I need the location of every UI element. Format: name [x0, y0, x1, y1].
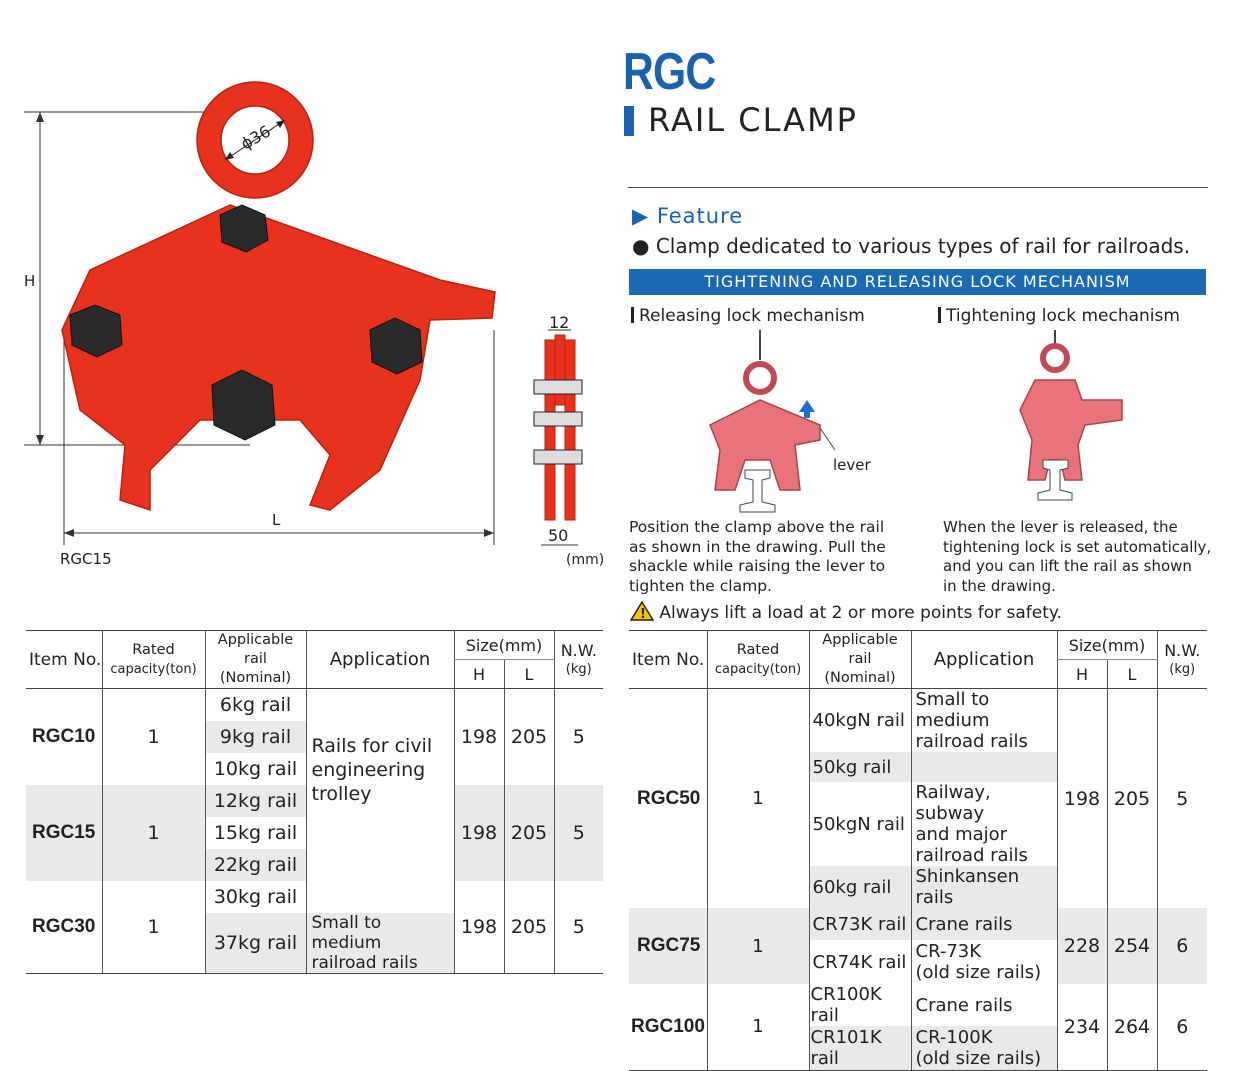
size-l: 254: [1107, 908, 1157, 984]
svg-text:!: !: [640, 607, 646, 621]
title-accent-bar: [624, 106, 634, 136]
rail: 37kg rail: [205, 913, 306, 974]
dim-l-label: L: [272, 511, 281, 529]
col-nw: N.W. (kg): [1157, 631, 1207, 689]
table-row: [26, 881, 603, 913]
application: Crane rails: [911, 984, 1057, 1026]
net-weight: 5: [554, 785, 603, 881]
side-bottom-dim: 50: [548, 526, 569, 545]
rail: 60kg rail: [809, 866, 911, 908]
item-no: RGC100: [629, 984, 707, 1070]
item-no: RGC10: [32, 725, 96, 747]
releasing-title: Releasing lock mechanism: [631, 306, 865, 326]
releasing-text: Position the clamp above the rail as shown in the drawing. Pull the shackle while raising the lever to tighten the clamp.: [629, 518, 886, 595]
right-spec-table: [629, 630, 1207, 1071]
rated-capacity: 1: [707, 689, 809, 909]
col-rail: Applicable rail (Nominal): [809, 631, 911, 689]
size-l: 205: [1107, 689, 1157, 909]
item-no: RGC15: [26, 785, 102, 881]
rail: CR74K rail: [809, 940, 911, 984]
col-application: Application: [911, 631, 1057, 689]
size-h: 198: [454, 689, 504, 785]
table-row: [26, 689, 603, 721]
col-size: Size(mm): [1057, 631, 1157, 660]
rail: 9kg rail: [205, 721, 306, 753]
rated-capacity: 1: [707, 984, 809, 1070]
net-weight: 6: [1157, 984, 1207, 1070]
size-l: 264: [1107, 984, 1157, 1070]
dim-h-label: H: [24, 272, 36, 290]
size-h: 198: [454, 881, 504, 974]
size-l: 205: [504, 689, 554, 785]
rail: CR101K rail: [809, 1026, 911, 1070]
table-row: [629, 908, 1207, 940]
product-subtitle: RAIL CLAMP: [648, 101, 858, 139]
safety-warning: ! Always lift a load at 2 or more points for safety.: [630, 601, 1062, 626]
application: Small to medium railroad rails: [306, 913, 454, 974]
rail: 15kg rail: [205, 817, 306, 849]
col-h: H: [454, 660, 504, 689]
side-top-dim: 12: [549, 313, 570, 332]
warning-icon: [630, 601, 654, 626]
application: Shinkansen rails: [911, 866, 1057, 908]
lever-label: lever: [833, 456, 871, 474]
application: Crane rails: [911, 908, 1057, 940]
application: Railway, subway and major railroad rails: [911, 782, 1057, 866]
col-item: Item No.: [26, 631, 102, 689]
rated-capacity: 1: [102, 689, 205, 785]
col-size: Size(mm): [454, 631, 554, 660]
col-rail: Applicable rail (Nominal): [205, 631, 306, 689]
rail: 40kgN rail: [809, 689, 911, 753]
bullet-icon: ●: [632, 234, 656, 258]
col-l: L: [504, 660, 554, 689]
col-h: H: [1057, 660, 1107, 689]
rail: CR73K rail: [809, 908, 911, 940]
col-l: L: [1107, 660, 1157, 689]
releasing-drawing: [700, 330, 890, 520]
size-h: 228: [1057, 908, 1107, 984]
rail: 50kgN rail: [809, 782, 911, 866]
col-rated: Rated capacity(ton): [102, 631, 205, 689]
rail: 30kg rail: [205, 881, 306, 913]
rail: 10kg rail: [205, 753, 306, 785]
col-application: Application: [306, 631, 454, 689]
tightening-title: Tightening lock mechanism: [938, 306, 1180, 326]
application: CR-73K (old size rails): [911, 940, 1057, 984]
left-spec-table: [26, 630, 603, 974]
item-no: RGC75: [629, 908, 707, 984]
tightening-drawing: [1010, 330, 1140, 520]
feature-heading: ▶ Feature: [632, 204, 744, 228]
size-h: 198: [454, 785, 504, 881]
rated-capacity: 1: [707, 908, 809, 984]
size-h: 198: [1057, 689, 1107, 909]
application: Small to medium railroad rails: [911, 689, 1057, 753]
item-no: RGC50: [637, 787, 701, 809]
size-l: 205: [504, 785, 554, 881]
model-label: RGC15: [60, 550, 112, 568]
size-l: 205: [504, 881, 554, 974]
table-row: [629, 984, 1207, 1026]
product-photo: [0, 0, 610, 580]
feature-bullet: ● Clamp dedicated to various types of rail for railroads.: [632, 234, 1191, 258]
unit-label: (mm): [566, 552, 605, 568]
application: CR-100K (old size rails): [911, 1026, 1057, 1070]
size-h: 234: [1057, 984, 1107, 1070]
application: Rails for civil engineering trolley: [306, 689, 454, 881]
diameter-label: ϕ36: [237, 121, 274, 154]
rated-capacity: 1: [102, 785, 205, 881]
rail: 50kg rail: [809, 752, 911, 782]
tightening-text: When the lever is released, the tightening lock is set automatically, and you can lift the rail as shown in the drawing.: [943, 518, 1212, 595]
rail: 6kg rail: [205, 689, 306, 721]
col-item: Item No.: [629, 631, 707, 689]
net-weight: 5: [554, 881, 603, 974]
divider: [628, 187, 1208, 188]
rail: 22kg rail: [205, 849, 306, 881]
rail: CR100K rail: [809, 984, 911, 1026]
triangle-icon: ▶: [632, 204, 657, 228]
table-row: [629, 689, 1207, 753]
mechanism-banner: TIGHTENING AND RELEASING LOCK MECHANISM: [629, 269, 1206, 295]
col-rated: Rated capacity(ton): [707, 631, 809, 689]
col-nw: N.W. (kg): [554, 631, 603, 689]
rail: 12kg rail: [205, 785, 306, 817]
net-weight: 5: [554, 689, 603, 785]
item-no: RGC30: [26, 881, 102, 974]
rated-capacity: 1: [102, 881, 205, 974]
net-weight: 5: [1157, 689, 1207, 909]
product-code: RGC: [623, 43, 716, 101]
net-weight: 6: [1157, 908, 1207, 984]
